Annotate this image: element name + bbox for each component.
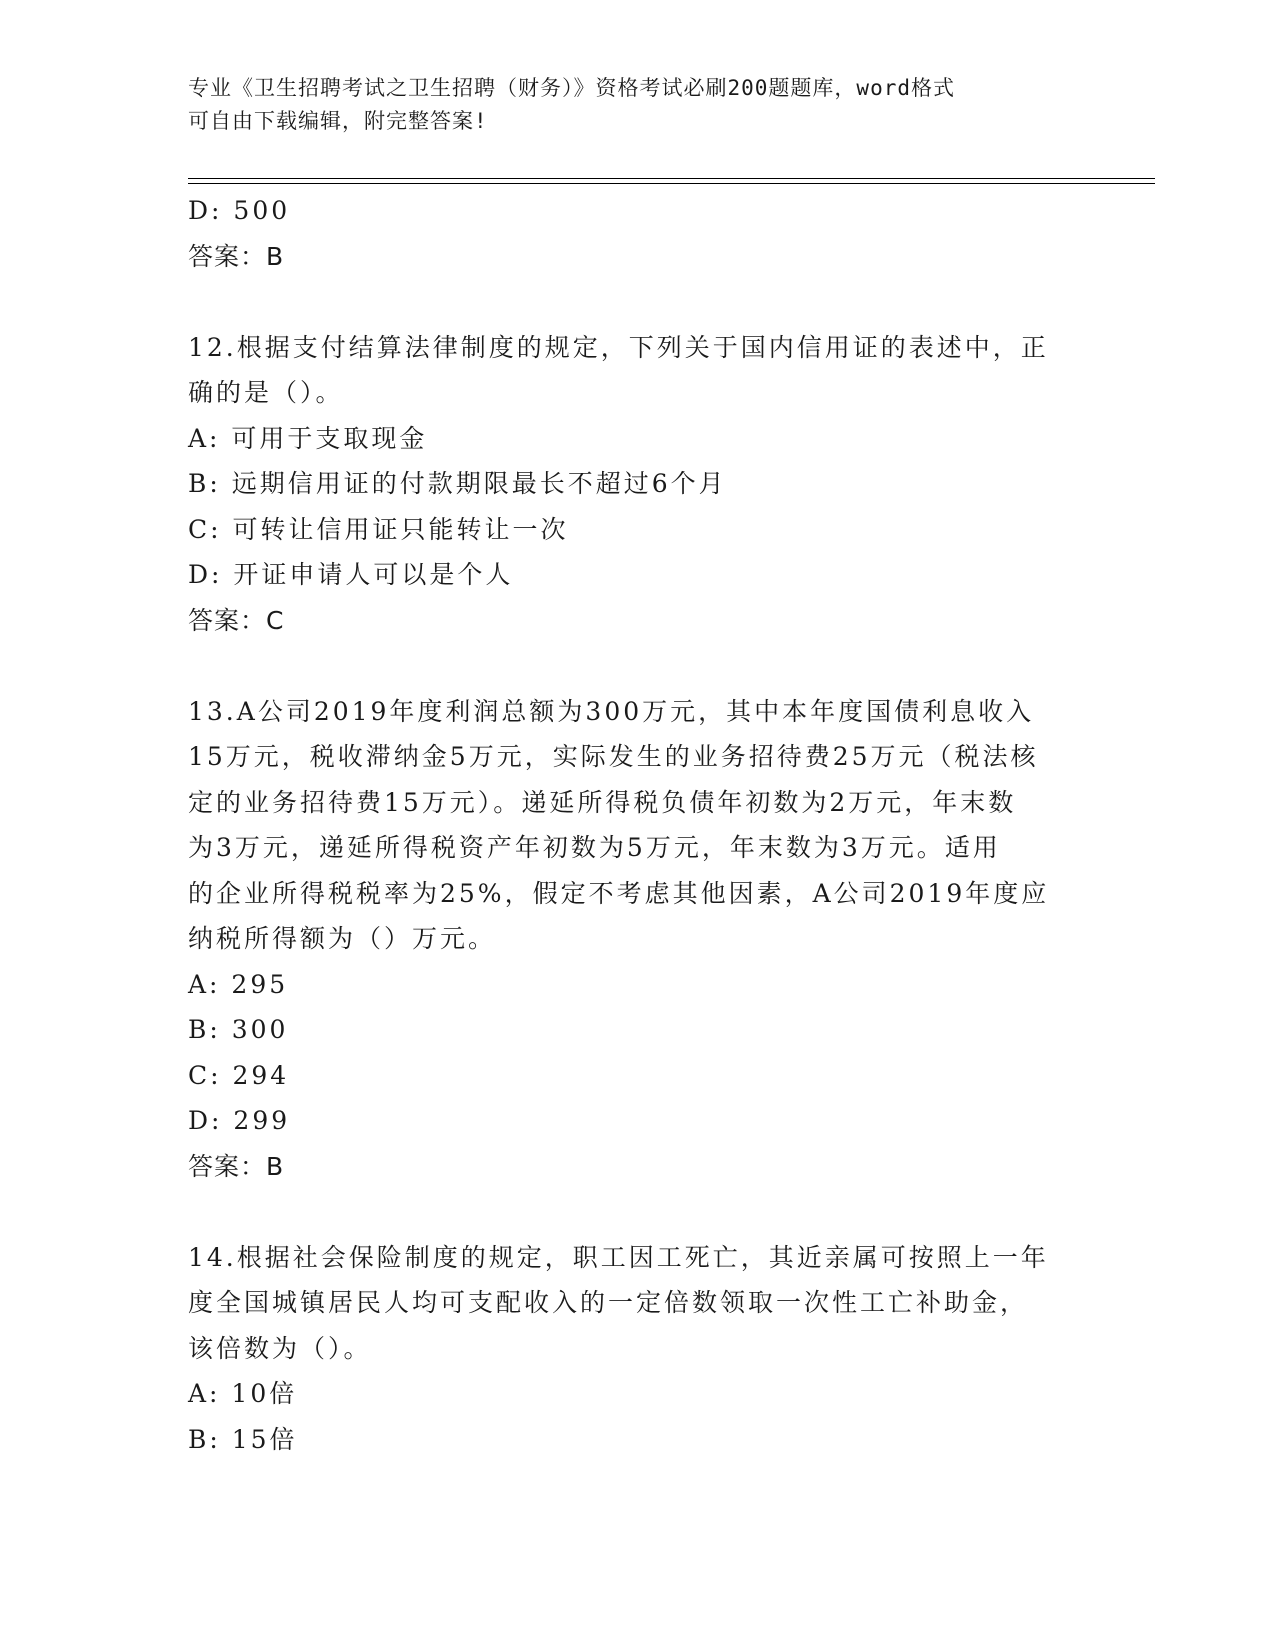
option-b: B: 300 <box>188 1015 289 1044</box>
option-b: B: 15倍 <box>188 1424 298 1454</box>
option-c: C: 294 <box>188 1060 290 1090</box>
question-text: 14.根据社会保险制度的规定，职工因工死亡，其近亲属可按照上一年 度全国城镇居民人均可支配收入的一定倍数领取一次性工亡补助金， 该倍数为（）。 <box>188 1242 1049 1363</box>
question-text: 12.根据支付结算法律制度的规定，下列关于国内信用证的表述中，正 确的是（）。 <box>188 332 1049 407</box>
page-header <box>188 72 1068 138</box>
answer-line: 答案：B <box>188 241 285 271</box>
answer-line: 答案：C <box>188 605 285 635</box>
option-d: D: 500 <box>188 196 291 225</box>
question-14 <box>188 1235 1088 1463</box>
answer-line: 答案：B <box>188 1151 285 1181</box>
question-text: 13.A公司2019年度利润总额为300万元，其中本年度国债利息收入 15万元，税收滞纳金5万元，实际发生的业务招待费25万元（税法核 定的业务招待费15万元）。递延所得税负债年初数为2万元，年末数 为3万元，递延所得税资产年初数为5万元，年末数为3万元。适用 的企业所得税税率为25%，假定不考虑其他因素，A公司2019年度应 纳税所得额为（）万元。 <box>188 696 1050 953</box>
option-d: D: 299 <box>188 1106 291 1135</box>
spacer <box>188 279 1088 325</box>
header-line-2: 可自由下载编辑，附完整答案! <box>188 109 488 133</box>
document-body <box>188 188 1088 1462</box>
spacer <box>188 643 1088 689</box>
option-b: B: 远期信用证的付款期限最长不超过6个月 <box>188 469 727 498</box>
header-line-1: 专业《卫生招聘考试之卫生招聘（财务）》资格考试必刷200题题库，word格式 <box>188 76 955 100</box>
spacer <box>188 1189 1088 1235</box>
question-12 <box>188 325 1088 644</box>
option-a: A: 10倍 <box>188 1379 298 1408</box>
option-a: A: 295 <box>188 969 289 999</box>
option-c: C: 可转让信用证只能转让一次 <box>188 514 569 544</box>
option-d: D: 开证申请人可以是个人 <box>188 560 514 589</box>
question-13 <box>188 689 1088 1190</box>
header-divider <box>188 178 1155 184</box>
option-a: A: 可用于支取现金 <box>188 423 428 453</box>
